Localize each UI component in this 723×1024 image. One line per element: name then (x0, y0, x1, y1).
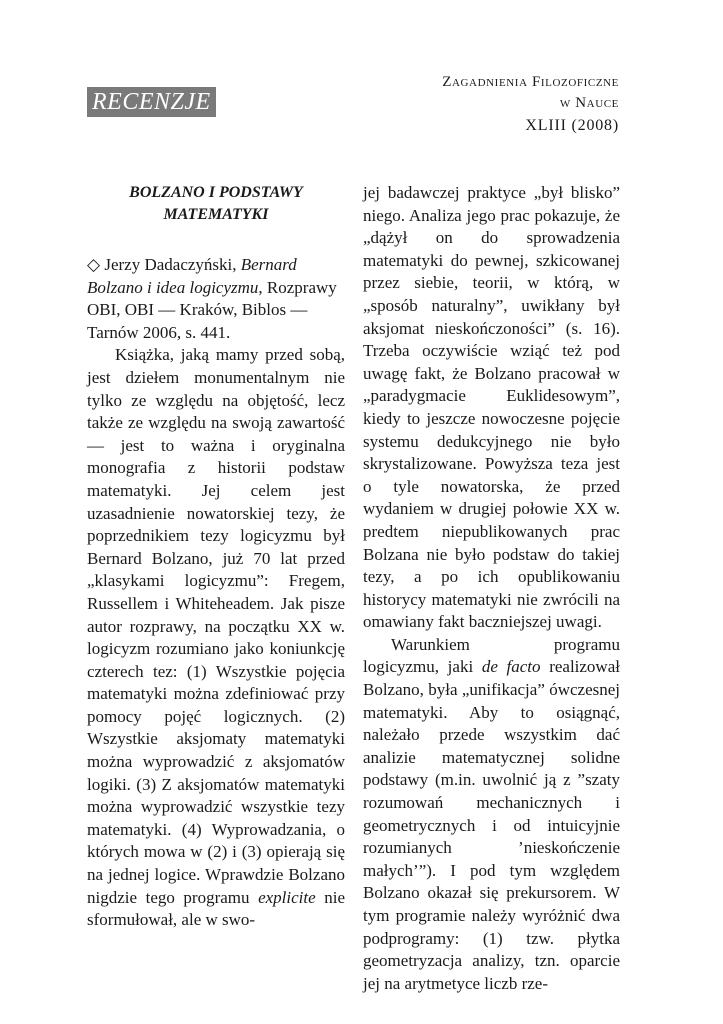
left-column (87, 182, 345, 932)
paragraph-1-end: jej badawczej praktyce „był blisko” niego. Analiza jego prac pokazuje, że „dążył on do sprowadzenia matematyki do pewnej, szkicowanej przez siebie, teorii, w którą, w „sposób naturalny”, uwikłany był aksjomat nieskończoności” (s. 16). Trzeba oczywiście wziąć też pod uwagę fakt, że Bolzano pracował w „paradygmacie Euklidesowym”, kiedy to jeszcze nowoczesne pojęcie systemu dedukcyjnego nie było skrystalizowane. Powyższa teza jest o tyle nowatorska, że przed wydaniem w drugiej połowie XX w. predtem niepublikowanych prac Bolzana nie było podstaw do takiej tezy, a po ich opublikowaniu historycy matematyki nie zwrócili na omawiany fakt baczniejszej uwagi. (363, 183, 620, 632)
review-title-line1: BOLZANO I PODSTAWY (129, 184, 303, 201)
review-title (87, 182, 345, 226)
right-column (363, 182, 620, 995)
paragraph-2: Warunkiem programu logicyzmu, jaki de facto realizował Bolzano, była „unifikacja” ówczesnej matematyki. Aby to osiągnąć, należało przede wszystkim dać analizie matematycznej solidne podstawy (m.in. uwolnić ją z ”szaty rozumowań mechanicznych i geometrycznych i od intuicyjnie rozumianych ’nieskończenie małych’”). I pod tym względem Bolzano okazał się prekursorem. W tym programie należy wyróżnić dwa podprogramy: (1) tzw. płytka geometryzacja analizy, tzn. oparcie jej na arytmetyce liczb rze- (363, 634, 620, 993)
journal-volume: XLIII (2008) (525, 117, 619, 134)
book-citation (87, 254, 345, 344)
citation-details: , Rozprawy OBI, OBI — Kraków, Biblos — Tarnów 2006, s. 441. (87, 277, 337, 342)
journal-title-line2: w Nauce (559, 95, 619, 111)
diamond-icon: ◇ (87, 255, 101, 274)
section-label: RECENZJE (87, 87, 216, 117)
citation-book-title: Bernard Bolzano i idea logicyzmu (87, 255, 297, 297)
journal-header (442, 72, 619, 138)
journal-title-line1: Zagadnienia Filozoficzne (442, 74, 619, 90)
review-title-line2: MATEMATYKI (163, 206, 269, 223)
paragraph-1-italic: explicite (258, 887, 316, 907)
paragraph-2-italic: de facto (481, 657, 541, 677)
citation-author: Jerzy Dadaczyński, (100, 255, 241, 274)
paragraph-1-start: Książka, jaką mamy przed sobą, jest dziełem monumentalnym nie tylko ze względu na objętość, lecz także ze względu na swoją zawartość — jest to ważna i oryginalna monografia z historii podstaw matematyki. Jej celem jest uzasadnienie nowatorskiej tezy, że poprzednikiem tezy logicyzmu był Bernard Bolzano, już 70 lat przed „klasykami logicyzmu”: Fregem, Russellem i Whiteheadem. Jak pisze autor rozprawy, na początku XX w. logicyzm rozumiano jako koniunkcję czterech tez: (1) Wszystkie pojęcia matematyki można zdefiniować przy pomocy pojęć logicznych. (2) Wszystkie aksjomaty matematyki można wyprowadzić z aksjomatów logiki. (3) Z aksjomatów matematyki można wyprowadzić wszystkie tezy matematyki. (4) Wyprowadzania, o których mowa w (2) i (3) opierają się na jednej logice. Wprawdzie Bolzano nigdzie tego programu explicite nie sformułował, ale w swo- (87, 345, 345, 930)
